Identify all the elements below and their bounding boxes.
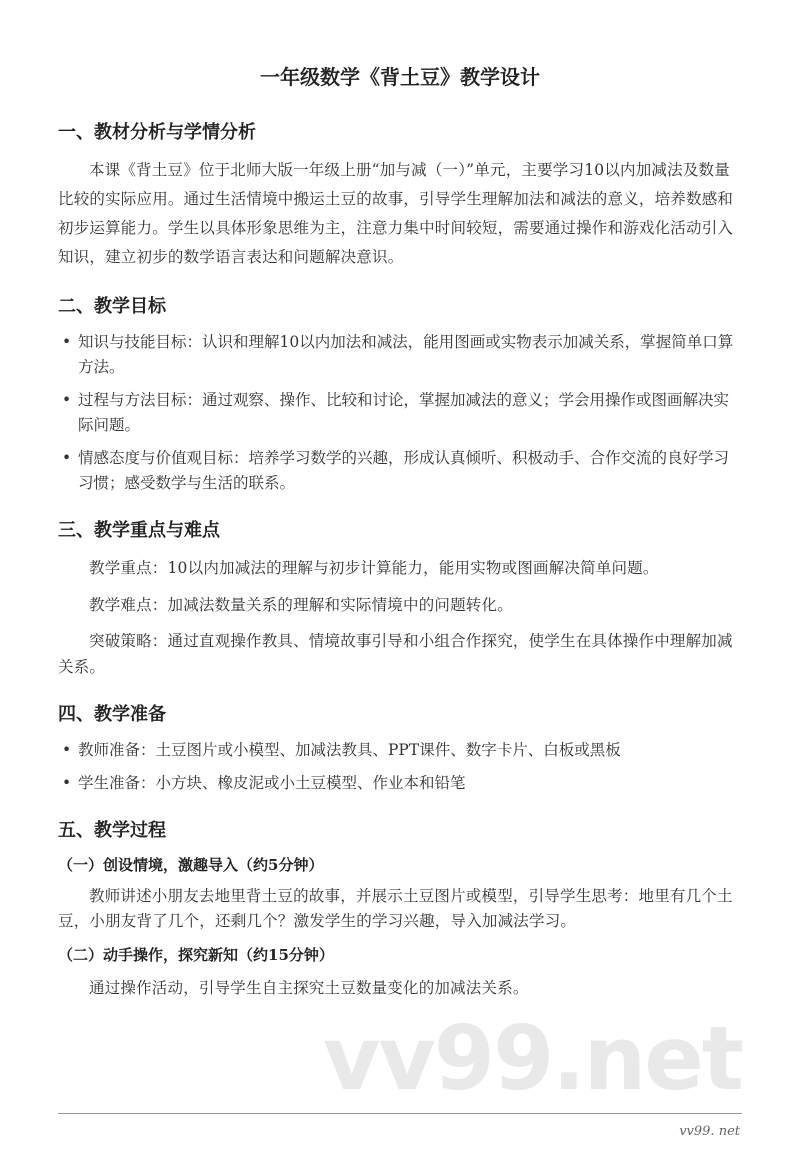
subsection-1-paragraph: 教师讲述小朋友去地里背土豆的故事，并展示土豆图片或模型，引导学生思考：地里有几个土豆，小朋友背了几个，还剩几个？激发学生的学习兴趣，导入加减法学习。: [58, 887, 733, 930]
preparation-list: [58, 738, 742, 796]
objectives-list: [58, 330, 742, 496]
footer-divider: [58, 1113, 742, 1114]
section-3-heading: 三、教学重点与难点: [58, 520, 220, 541]
section-2: [58, 294, 742, 496]
list-item: • 知识与技能目标：认识和理解10以内加法和减法，能用图画或实物表示加减关系，掌握简单口算方法。: [58, 330, 742, 380]
section-4-heading: 四、教学准备: [58, 704, 166, 725]
key-point-paragraph: 教学重点：10以内加减法的理解与初步计算能力，能用实物或图画解决简单问题。: [89, 559, 659, 577]
footer-site: vv99. net: [679, 1124, 740, 1139]
list-item: • 教师准备：土豆图片或小模型、加减法教具、PPT课件、数字卡片、白板或黑板: [58, 738, 742, 763]
section-3: [58, 518, 742, 680]
section-1-heading: 一、教材分析与学情分析: [58, 122, 256, 143]
section-1: [58, 120, 742, 272]
list-item: • 情感态度与价值观目标：培养学习数学的兴趣，形成认真倾听、积极动手、合作交流的良好学习习惯；感受数学与生活的联系。: [58, 446, 742, 496]
subsection-1-heading: （一）创设情境，激趣导入（约5分钟）: [58, 856, 324, 874]
strategy-paragraph: 突破策略：通过直观操作教具、情境故事引导和小组合作探究，使学生在具体操作中理解加减关系。: [58, 632, 733, 676]
list-item: • 学生准备：小方块、橡皮泥或小土豆模型、作业本和铅笔: [58, 771, 742, 796]
section-5-heading: 五、教学过程: [58, 820, 166, 841]
list-item: • 过程与方法目标：通过观察、操作、比较和讨论，掌握加减法的意义；学会用操作或图画解决实际问题。: [58, 388, 742, 438]
subsection-2-heading: （二）动手操作，探究新知（约15分钟）: [58, 946, 334, 964]
section-4: [58, 702, 742, 796]
section-2-heading: 二、教学目标: [58, 296, 166, 317]
watermark: vv99.net: [322, 1007, 742, 1110]
page-title: 一年级数学《背土豆》教学设计: [260, 65, 540, 89]
subsection-2-paragraph: 通过操作活动，引导学生自主探究土豆数量变化的加减法关系。: [89, 979, 529, 997]
section-1-paragraph: 本课《背土豆》位于北师大版一年级上册“加与减（一）”单元，主要学习10以内加减法及数量比较的实际应用。通过生活情境中搬运土豆的故事，引导学生理解加法和减法的意义，培养数感和初步运算能力。学生以具体形象思维为主，注意力集中时间较短，需要通过操作和游戏化活动引入知识，建立初步的数学语言表达和问题解决意识。: [58, 161, 734, 266]
difficulty-paragraph: 教学难点：加减法数量关系的理解和实际情境中的问题转化。: [89, 596, 513, 614]
section-5: [58, 818, 742, 1003]
